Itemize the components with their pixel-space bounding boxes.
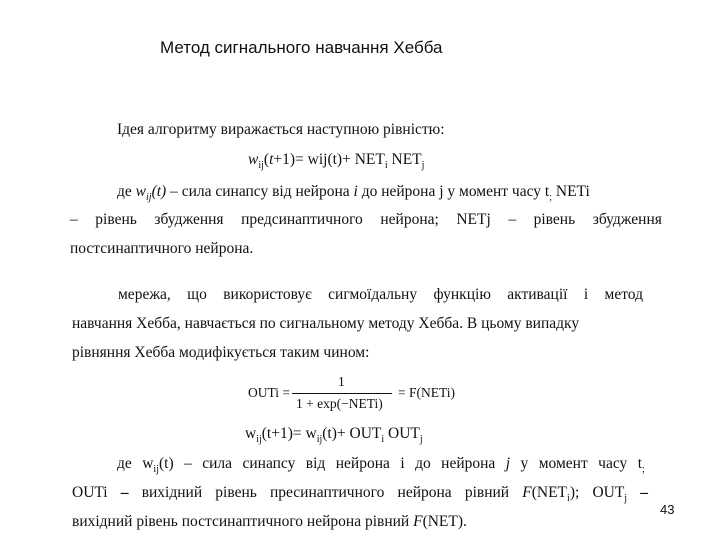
sigmoid-rhs: = F(NETi) <box>398 385 456 400</box>
sigmoid-denominator: 1 + exp(−NETi) <box>296 396 383 411</box>
para1-line3: – рівень збудження предсинаптичного нейрона; NETj – рівень збудження <box>70 211 662 228</box>
hebb-formula-1: $w_{ij}(t+1)= wij(t)+ NET_i$ $NET_j$ <box>248 151 425 172</box>
para2-line3: рівняння Хебба модифікується таким чином: <box>72 344 370 361</box>
para3-line1: де $w_{ij}(t)$ – сила синапсу від нейрона i до нейрона j у момент часу $t_;$ <box>117 455 645 476</box>
page-number: 43 <box>660 502 675 517</box>
hebb-formula-2: $w_{ij}(t+1)= w_{ij}(t)+ OUT_i$ $OUT_j$ <box>245 425 423 446</box>
sigmoid-numerator: 1 <box>338 374 345 389</box>
fraction-bar <box>292 393 392 394</box>
sigmoid-lhs: OUTi = <box>248 385 291 400</box>
para1-line4: постсинаптичного нейрона. <box>70 240 254 257</box>
para1-line2: де $w_{ij}(t)$ – сила синапсу від нейрона i до нейрона j у момент часу $t_;$ NETi <box>117 183 590 204</box>
para1-line1: Ідея алгоритму виражається наступною рівністю: <box>117 121 445 138</box>
para2-line2: навчання Хебба, навчається по сигнальному методу Хебба. В цьому випадку <box>72 315 580 332</box>
para3-line2: OUTi – вихідний рівень пресинаптичного нейрона рівний $F(NET_i)$; $OUT_j$ – <box>72 484 648 505</box>
para2-line1: мережа, що використовує сигмоїдальну функцію активації і метод <box>118 286 643 303</box>
para3-line3: вихідний рівень постсинаптичного нейрона рівний F(NET). <box>72 513 467 530</box>
slide-title: Метод сигнального навчання Хебба <box>160 38 443 57</box>
sigmoid-formula <box>248 374 468 414</box>
